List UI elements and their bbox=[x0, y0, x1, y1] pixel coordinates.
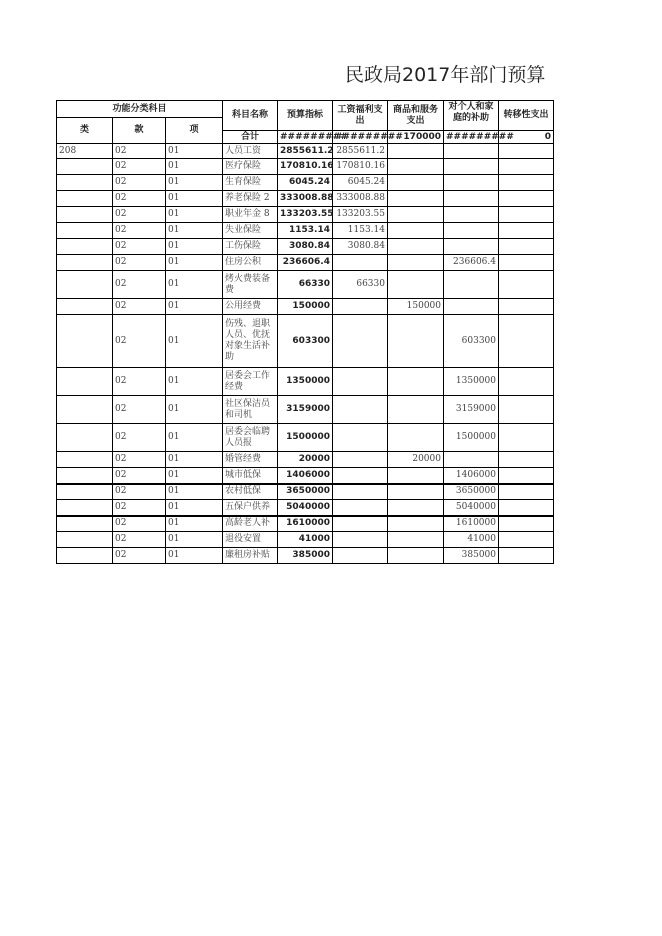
cell-subject-name: 婚管经费 bbox=[223, 452, 278, 468]
cell-xiang: 01 bbox=[166, 396, 223, 424]
cell-lei bbox=[57, 239, 113, 255]
cell-wage bbox=[333, 452, 388, 468]
cell-personal: 3650000 bbox=[444, 484, 499, 500]
cell-wage bbox=[333, 548, 388, 564]
cell-personal bbox=[444, 191, 499, 207]
cell-budget: 3159000 bbox=[278, 396, 333, 424]
header-goods: 商品和服务支出 bbox=[388, 101, 444, 131]
cell-wage bbox=[333, 500, 388, 516]
cell-kuan: 02 bbox=[113, 223, 166, 239]
cell-budget: 133203.55 bbox=[278, 207, 333, 223]
cell-transfer bbox=[499, 159, 554, 175]
cell-wage bbox=[333, 484, 388, 500]
cell-kuan: 02 bbox=[113, 396, 166, 424]
cell-xiang: 01 bbox=[166, 484, 223, 500]
cell-subject-name: 高龄老人补 bbox=[223, 516, 278, 532]
cell-kuan: 02 bbox=[113, 532, 166, 548]
cell-wage bbox=[333, 315, 388, 368]
table-row bbox=[57, 255, 554, 271]
cell-transfer bbox=[499, 452, 554, 468]
cell-kuan: 02 bbox=[113, 299, 166, 315]
cell-xiang: 01 bbox=[166, 368, 223, 396]
cell-kuan: 02 bbox=[113, 271, 166, 299]
cell-personal bbox=[444, 207, 499, 223]
cell-budget: 20000 bbox=[278, 452, 333, 468]
table-row bbox=[57, 532, 554, 548]
cell-xiang: 01 bbox=[166, 207, 223, 223]
cell-goods bbox=[388, 255, 444, 271]
cell-lei bbox=[57, 548, 113, 564]
cell-transfer bbox=[499, 191, 554, 207]
cell-xiang: 01 bbox=[166, 239, 223, 255]
cell-personal: 3159000 bbox=[444, 396, 499, 424]
cell-budget: 150000 bbox=[278, 299, 333, 315]
cell-xiang: 01 bbox=[166, 315, 223, 368]
cell-xiang: 01 bbox=[166, 255, 223, 271]
cell-wage bbox=[333, 255, 388, 271]
cell-budget: 2855611.2 bbox=[278, 144, 333, 159]
cell-goods bbox=[388, 159, 444, 175]
cell-lei bbox=[57, 452, 113, 468]
cell-subject-name: 居委会临聘人员报 bbox=[223, 424, 278, 452]
cell-budget: 170810.16 bbox=[278, 159, 333, 175]
header-wage: 工资福利支出 bbox=[333, 101, 388, 131]
cell-budget: 66330 bbox=[278, 271, 333, 299]
cell-wage bbox=[333, 396, 388, 424]
cell-lei bbox=[57, 159, 113, 175]
total-personal: ######### bbox=[444, 131, 499, 144]
cell-xiang: 01 bbox=[166, 452, 223, 468]
cell-lei bbox=[57, 299, 113, 315]
cell-budget: 1610000 bbox=[278, 516, 333, 532]
cell-xiang: 01 bbox=[166, 144, 223, 159]
cell-goods: 150000 bbox=[388, 299, 444, 315]
cell-kuan: 02 bbox=[113, 452, 166, 468]
cell-budget: 1406000 bbox=[278, 468, 333, 484]
cell-kuan: 02 bbox=[113, 207, 166, 223]
cell-transfer bbox=[499, 368, 554, 396]
cell-transfer bbox=[499, 207, 554, 223]
cell-lei bbox=[57, 255, 113, 271]
table-row bbox=[57, 175, 554, 191]
cell-goods bbox=[388, 396, 444, 424]
cell-transfer bbox=[499, 424, 554, 452]
cell-budget: 236606.4 bbox=[278, 255, 333, 271]
table-row bbox=[57, 368, 554, 396]
cell-kuan: 02 bbox=[113, 468, 166, 484]
table-row bbox=[57, 500, 554, 516]
cell-personal: 1406000 bbox=[444, 468, 499, 484]
cell-xiang: 01 bbox=[166, 159, 223, 175]
cell-transfer bbox=[499, 396, 554, 424]
cell-kuan: 02 bbox=[113, 315, 166, 368]
cell-transfer bbox=[499, 223, 554, 239]
cell-lei bbox=[57, 175, 113, 191]
cell-xiang: 01 bbox=[166, 532, 223, 548]
cell-personal bbox=[444, 223, 499, 239]
cell-lei bbox=[57, 207, 113, 223]
cell-lei bbox=[57, 223, 113, 239]
cell-transfer bbox=[499, 299, 554, 315]
cell-lei bbox=[57, 424, 113, 452]
table-row bbox=[57, 424, 554, 452]
cell-subject-name: 医疗保险 bbox=[223, 159, 278, 175]
cell-goods bbox=[388, 223, 444, 239]
cell-personal: 1500000 bbox=[444, 424, 499, 452]
cell-personal bbox=[444, 175, 499, 191]
cell-wage: 170810.16 bbox=[333, 159, 388, 175]
cell-kuan: 02 bbox=[113, 484, 166, 500]
cell-transfer bbox=[499, 468, 554, 484]
cell-personal: 41000 bbox=[444, 532, 499, 548]
cell-budget: 5040000 bbox=[278, 500, 333, 516]
cell-xiang: 01 bbox=[166, 500, 223, 516]
cell-goods bbox=[388, 484, 444, 500]
cell-subject-name: 生育保险 bbox=[223, 175, 278, 191]
header-lei: 类 bbox=[57, 118, 113, 144]
cell-lei bbox=[57, 484, 113, 500]
cell-transfer bbox=[499, 255, 554, 271]
cell-transfer bbox=[499, 548, 554, 564]
header-transfer: 转移性支出 bbox=[499, 101, 554, 131]
cell-subject-name: 社区保洁员和司机 bbox=[223, 396, 278, 424]
cell-subject-name: 退役安置 bbox=[223, 532, 278, 548]
cell-budget: 41000 bbox=[278, 532, 333, 548]
table-row bbox=[57, 191, 554, 207]
cell-subject-name: 伤残、退职人员、优抚对象生活补助 bbox=[223, 315, 278, 368]
cell-personal bbox=[444, 159, 499, 175]
cell-transfer bbox=[499, 271, 554, 299]
cell-transfer bbox=[499, 239, 554, 255]
cell-personal: 1610000 bbox=[444, 516, 499, 532]
cell-budget: 3080.84 bbox=[278, 239, 333, 255]
cell-wage: 2855611.2 bbox=[333, 144, 388, 159]
total-transfer: 0 bbox=[499, 131, 554, 144]
cell-wage bbox=[333, 532, 388, 548]
table-row bbox=[57, 223, 554, 239]
header-kuan: 款 bbox=[113, 118, 166, 144]
cell-goods bbox=[388, 468, 444, 484]
table-row bbox=[57, 144, 554, 159]
cell-xiang: 01 bbox=[166, 191, 223, 207]
budget-table bbox=[56, 100, 554, 564]
cell-goods bbox=[388, 500, 444, 516]
cell-lei bbox=[57, 271, 113, 299]
cell-kuan: 02 bbox=[113, 191, 166, 207]
cell-goods bbox=[388, 368, 444, 396]
cell-subject-name: 廉租房补贴 bbox=[223, 548, 278, 564]
cell-subject-name: 公用经费 bbox=[223, 299, 278, 315]
cell-subject-name: 住房公积 bbox=[223, 255, 278, 271]
cell-wage: 133203.55 bbox=[333, 207, 388, 223]
cell-goods bbox=[388, 532, 444, 548]
cell-goods: 20000 bbox=[388, 452, 444, 468]
total-wage: ######### bbox=[333, 131, 388, 144]
cell-subject-name: 失业保险 bbox=[223, 223, 278, 239]
cell-transfer bbox=[499, 144, 554, 159]
table-row bbox=[57, 468, 554, 484]
table-row bbox=[57, 548, 554, 564]
cell-subject-name: 烤火费装备费 bbox=[223, 271, 278, 299]
cell-subject-name: 城市低保 bbox=[223, 468, 278, 484]
table-row bbox=[57, 452, 554, 468]
header-func-group: 功能分类科目 bbox=[57, 101, 223, 118]
table-row bbox=[57, 271, 554, 299]
cell-personal bbox=[444, 452, 499, 468]
cell-kuan: 02 bbox=[113, 255, 166, 271]
cell-transfer bbox=[499, 532, 554, 548]
cell-wage: 3080.84 bbox=[333, 239, 388, 255]
cell-wage bbox=[333, 468, 388, 484]
cell-budget: 1500000 bbox=[278, 424, 333, 452]
cell-xiang: 01 bbox=[166, 175, 223, 191]
cell-kuan: 02 bbox=[113, 159, 166, 175]
cell-subject-name: 农村低保 bbox=[223, 484, 278, 500]
total-goods: 170000 bbox=[388, 131, 444, 144]
header-budget: 预算指标 bbox=[278, 101, 333, 131]
cell-lei: 208 bbox=[57, 144, 113, 159]
cell-subject-name: 工伤保险 bbox=[223, 239, 278, 255]
cell-xiang: 01 bbox=[166, 516, 223, 532]
header-subject-name: 科目名称 bbox=[223, 101, 278, 131]
total-budget: ######### bbox=[278, 131, 333, 144]
cell-transfer bbox=[499, 516, 554, 532]
table-row bbox=[57, 396, 554, 424]
cell-lei bbox=[57, 500, 113, 516]
cell-kuan: 02 bbox=[113, 516, 166, 532]
cell-wage bbox=[333, 368, 388, 396]
cell-goods bbox=[388, 424, 444, 452]
cell-personal: 5040000 bbox=[444, 500, 499, 516]
cell-goods bbox=[388, 239, 444, 255]
total-label: 合计 bbox=[223, 131, 278, 144]
cell-kuan: 02 bbox=[113, 424, 166, 452]
table-row bbox=[57, 207, 554, 223]
cell-xiang: 01 bbox=[166, 271, 223, 299]
cell-wage: 1153.14 bbox=[333, 223, 388, 239]
cell-personal bbox=[444, 144, 499, 159]
header-personal-text: 对个人和家庭的补助 bbox=[448, 101, 494, 123]
cell-goods bbox=[388, 315, 444, 368]
cell-lei bbox=[57, 396, 113, 424]
cell-transfer bbox=[499, 175, 554, 191]
cell-goods bbox=[388, 207, 444, 223]
cell-wage bbox=[333, 424, 388, 452]
cell-transfer bbox=[499, 315, 554, 368]
page-title: 民政局2017年部门预算 bbox=[345, 64, 546, 86]
cell-lei bbox=[57, 368, 113, 396]
cell-xiang: 01 bbox=[166, 548, 223, 564]
cell-xiang: 01 bbox=[166, 223, 223, 239]
cell-kuan: 02 bbox=[113, 548, 166, 564]
cell-subject-name: 养老保险 2 bbox=[223, 191, 278, 207]
cell-subject-name: 五保户供养 bbox=[223, 500, 278, 516]
header-xiang: 项 bbox=[166, 118, 223, 144]
cell-wage bbox=[333, 516, 388, 532]
cell-subject-name: 人员工资 bbox=[223, 144, 278, 159]
cell-kuan: 02 bbox=[113, 144, 166, 159]
cell-xiang: 01 bbox=[166, 299, 223, 315]
cell-kuan: 02 bbox=[113, 239, 166, 255]
cell-personal: 236606.4 bbox=[444, 255, 499, 271]
cell-subject-name: 职业年金 8 bbox=[223, 207, 278, 223]
cell-kuan: 02 bbox=[113, 368, 166, 396]
cell-kuan: 02 bbox=[113, 175, 166, 191]
cell-personal: 603300 bbox=[444, 315, 499, 368]
cell-personal bbox=[444, 299, 499, 315]
table-row bbox=[57, 159, 554, 175]
cell-goods bbox=[388, 175, 444, 191]
cell-goods bbox=[388, 144, 444, 159]
cell-budget: 333008.88 bbox=[278, 191, 333, 207]
cell-lei bbox=[57, 532, 113, 548]
cell-goods bbox=[388, 548, 444, 564]
cell-lei bbox=[57, 516, 113, 532]
table-row bbox=[57, 299, 554, 315]
cell-lei bbox=[57, 191, 113, 207]
cell-xiang: 01 bbox=[166, 424, 223, 452]
cell-personal: 1350000 bbox=[444, 368, 499, 396]
cell-personal bbox=[444, 271, 499, 299]
cell-lei bbox=[57, 315, 113, 368]
cell-personal bbox=[444, 239, 499, 255]
cell-budget: 3650000 bbox=[278, 484, 333, 500]
table-row bbox=[57, 239, 554, 255]
cell-budget: 1350000 bbox=[278, 368, 333, 396]
cell-transfer bbox=[499, 484, 554, 500]
cell-goods bbox=[388, 271, 444, 299]
cell-xiang: 01 bbox=[166, 468, 223, 484]
cell-wage: 66330 bbox=[333, 271, 388, 299]
cell-wage: 6045.24 bbox=[333, 175, 388, 191]
table-row bbox=[57, 315, 554, 368]
cell-budget: 603300 bbox=[278, 315, 333, 368]
cell-budget: 1153.14 bbox=[278, 223, 333, 239]
cell-budget: 385000 bbox=[278, 548, 333, 564]
cell-lei bbox=[57, 468, 113, 484]
cell-kuan: 02 bbox=[113, 500, 166, 516]
table-row bbox=[57, 516, 554, 532]
cell-goods bbox=[388, 516, 444, 532]
cell-wage bbox=[333, 299, 388, 315]
cell-wage: 333008.88 bbox=[333, 191, 388, 207]
cell-personal: 385000 bbox=[444, 548, 499, 564]
cell-transfer bbox=[499, 500, 554, 516]
cell-subject-name: 居委会工作经费 bbox=[223, 368, 278, 396]
cell-goods bbox=[388, 191, 444, 207]
table-row bbox=[57, 484, 554, 500]
cell-budget: 6045.24 bbox=[278, 175, 333, 191]
header-personal bbox=[444, 101, 499, 131]
